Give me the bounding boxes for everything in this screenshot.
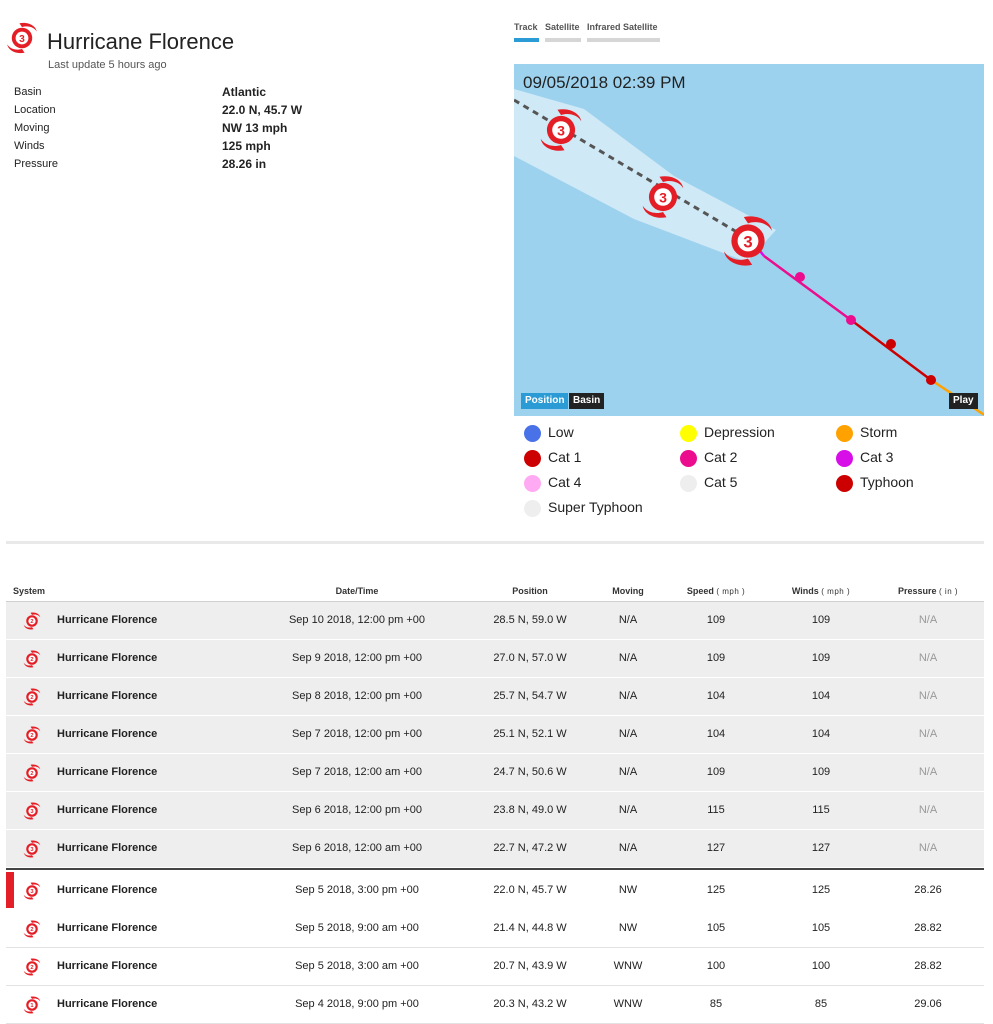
row-pressure: N/A	[918, 766, 938, 778]
legend-dot	[680, 475, 697, 492]
col-position: Position	[512, 586, 548, 596]
current-row-marker	[6, 872, 14, 908]
info-label: Pressure	[14, 158, 59, 170]
system-name: Hurricane Florence	[57, 766, 158, 778]
system-name: Hurricane Florence	[57, 842, 158, 854]
row-datetime: Sep 5 2018, 3:00 pm +00	[295, 884, 419, 896]
row-position: 27.0 N, 57.0 W	[493, 652, 567, 664]
legend-label: Depression	[704, 424, 775, 440]
position-button[interactable]: Position	[521, 393, 568, 409]
info-value: NW 13 mph	[222, 121, 288, 135]
svg-text:3: 3	[557, 122, 565, 139]
row-pressure: 29.06	[914, 998, 942, 1010]
basin-button[interactable]: Basin	[569, 393, 604, 409]
system-name: Hurricane Florence	[57, 804, 158, 816]
legend-label: Low	[548, 424, 574, 440]
col-winds-label: Winds	[791, 586, 819, 596]
legend-label: Cat 1	[548, 449, 582, 465]
table-row[interactable]	[6, 602, 984, 640]
row-moving: N/A	[618, 728, 638, 740]
row-moving: WNW	[613, 998, 643, 1010]
row-pressure: N/A	[918, 690, 938, 702]
info-row-pressure	[14, 158, 414, 176]
hurricane-icon	[23, 726, 41, 749]
svg-text:3: 3	[30, 809, 34, 816]
row-datetime: Sep 10 2018, 12:00 pm +00	[288, 614, 426, 626]
row-position: 21.4 N, 44.8 W	[493, 922, 567, 934]
table-row[interactable]	[6, 830, 984, 868]
info-value: 22.0 N, 45.7 W	[222, 103, 303, 117]
row-pressure: 28.26	[914, 884, 942, 896]
col-winds-unit: ( mph )	[821, 587, 851, 596]
info-label: Location	[14, 104, 56, 116]
info-value: 125 mph	[222, 139, 271, 153]
row-moving: WNW	[613, 960, 643, 972]
legend-dot	[524, 475, 541, 492]
row-speed: 127	[706, 842, 726, 854]
row-moving: N/A	[618, 614, 638, 626]
table-row[interactable]	[6, 716, 984, 754]
legend-dot	[524, 425, 541, 442]
row-speed: 125	[706, 884, 726, 896]
row-speed: 104	[706, 728, 726, 740]
row-position: 23.8 N, 49.0 W	[493, 804, 567, 816]
row-winds: 109	[811, 766, 831, 778]
row-datetime: Sep 9 2018, 12:00 pm +00	[292, 652, 422, 664]
row-moving: NW	[618, 884, 638, 896]
page-title: Hurricane Florence	[47, 29, 235, 54]
row-pressure: 28.82	[914, 922, 942, 934]
col-datetime: Date/Time	[335, 586, 379, 596]
table-row-current[interactable]	[6, 868, 984, 910]
col-system: System	[13, 586, 46, 596]
tab-infrared-indicator	[587, 38, 660, 42]
table-row[interactable]	[6, 754, 984, 792]
table-row[interactable]	[6, 640, 984, 678]
svg-text:3: 3	[19, 33, 25, 45]
section-divider	[6, 541, 984, 544]
system-name: Hurricane Florence	[57, 884, 158, 896]
row-moving: N/A	[618, 842, 638, 854]
category-legend	[522, 423, 982, 523]
map-storm-marker-2[interactable]	[641, 175, 685, 224]
legend-dot	[836, 425, 853, 442]
hurricane-icon	[23, 958, 41, 981]
row-pressure: N/A	[918, 842, 938, 854]
track-history-table	[6, 582, 984, 1024]
legend-label: Storm	[860, 424, 898, 440]
row-moving: NW	[618, 922, 638, 934]
info-label: Winds	[14, 140, 45, 152]
tab-infrared-label: Infrared Satellite	[587, 22, 658, 32]
col-pressure	[898, 586, 958, 596]
row-pressure: 28.82	[914, 960, 942, 972]
row-winds: 109	[811, 652, 831, 664]
row-speed: 104	[706, 690, 726, 702]
tab-satellite-indicator	[545, 38, 581, 42]
svg-text:3: 3	[30, 889, 34, 896]
row-position: 25.7 N, 54.7 W	[493, 690, 567, 702]
system-name: Hurricane Florence	[57, 614, 158, 626]
row-position: 20.3 N, 43.2 W	[493, 998, 567, 1010]
legend-dot	[524, 500, 541, 517]
row-pressure: N/A	[918, 614, 938, 626]
row-moving: N/A	[618, 652, 638, 664]
table-row[interactable]	[6, 678, 984, 716]
track-point	[926, 375, 936, 385]
svg-text:2: 2	[30, 927, 34, 934]
system-name: Hurricane Florence	[57, 960, 158, 972]
row-speed: 100	[706, 960, 726, 972]
row-moving: N/A	[618, 804, 638, 816]
table-row[interactable]	[6, 792, 984, 830]
row-speed: 109	[706, 614, 726, 626]
tab-track-label: Track	[514, 22, 538, 32]
row-position: 28.5 N, 59.0 W	[493, 614, 567, 626]
track-map[interactable]	[514, 64, 984, 416]
last-update-text: Last update 5 hours ago	[48, 59, 167, 71]
row-winds: 85	[814, 998, 828, 1010]
hurricane-icon	[23, 996, 41, 1019]
svg-text:2: 2	[30, 695, 34, 702]
row-winds: 100	[811, 960, 831, 972]
info-row-winds	[14, 140, 414, 158]
row-position: 24.7 N, 50.6 W	[493, 766, 567, 778]
svg-text:2: 2	[30, 733, 34, 740]
info-label: Basin	[14, 86, 42, 98]
col-speed	[687, 586, 745, 596]
row-speed: 115	[707, 804, 725, 816]
svg-text:3: 3	[30, 847, 34, 854]
table-row[interactable]	[6, 910, 984, 948]
legend-label: Typhoon	[860, 474, 914, 490]
storm-header	[6, 18, 486, 78]
row-datetime: Sep 4 2018, 9:00 pm +00	[295, 998, 419, 1010]
legend-label: Cat 4	[548, 474, 582, 490]
row-datetime: Sep 6 2018, 12:00 am +00	[292, 842, 422, 854]
svg-text:1: 1	[30, 1003, 34, 1010]
table-body	[6, 602, 984, 1024]
row-datetime: Sep 7 2018, 12:00 pm +00	[292, 728, 422, 740]
hurricane-icon	[6, 22, 38, 59]
info-row-moving	[14, 122, 414, 140]
svg-text:2: 2	[30, 771, 34, 778]
legend-dot	[680, 425, 697, 442]
track-segment-cat2	[764, 256, 851, 320]
hurricane-icon	[23, 920, 41, 943]
system-name: Hurricane Florence	[57, 728, 158, 740]
row-position: 22.7 N, 47.2 W	[493, 842, 567, 854]
hurricane-icon	[23, 612, 41, 635]
row-datetime: Sep 8 2018, 12:00 pm +00	[292, 690, 422, 702]
info-value: Atlantic	[222, 85, 267, 99]
row-winds: 109	[811, 614, 831, 626]
row-pressure: N/A	[918, 652, 938, 664]
row-pressure: N/A	[918, 804, 938, 816]
tab-track-indicator	[514, 38, 539, 42]
row-datetime: Sep 5 2018, 3:00 am +00	[295, 960, 419, 972]
hurricane-icon	[23, 764, 41, 787]
map-timestamp: 09/05/2018 02:39 PM	[523, 73, 686, 92]
tab-satellite[interactable]	[545, 22, 580, 32]
legend-label: Cat 2	[704, 449, 738, 465]
svg-text:3: 3	[743, 232, 753, 252]
hurricane-icon	[23, 840, 41, 863]
system-name: Hurricane Florence	[57, 998, 158, 1010]
system-name: Hurricane Florence	[57, 652, 158, 664]
row-position: 22.0 N, 45.7 W	[493, 884, 567, 896]
map-storm-marker-current[interactable]	[722, 215, 774, 272]
svg-text:3: 3	[659, 189, 667, 206]
row-speed: 105	[706, 922, 726, 934]
tab-infrared-satellite[interactable]	[587, 22, 658, 32]
hurricane-icon	[23, 802, 41, 825]
storm-info-panel	[14, 86, 414, 176]
row-winds: 105	[811, 922, 831, 934]
tab-track[interactable]	[514, 22, 538, 32]
map-storm-marker-1[interactable]	[539, 108, 583, 157]
row-speed: 109	[706, 652, 726, 664]
table-row[interactable]	[6, 986, 984, 1024]
legend-dot	[836, 450, 853, 467]
row-datetime: Sep 7 2018, 12:00 am +00	[292, 766, 422, 778]
row-winds: 104	[811, 728, 831, 740]
hurricane-icon	[23, 688, 41, 711]
col-speed-unit: ( mph )	[716, 587, 746, 596]
play-button[interactable]: Play	[949, 393, 978, 409]
row-winds: 127	[811, 842, 831, 854]
col-moving: Moving	[612, 586, 644, 596]
info-row-basin	[14, 86, 414, 104]
row-moving: N/A	[618, 690, 638, 702]
row-datetime: Sep 6 2018, 12:00 pm +00	[292, 804, 422, 816]
row-pressure: N/A	[918, 728, 938, 740]
row-position: 20.7 N, 43.9 W	[493, 960, 567, 972]
row-winds: 125	[811, 884, 831, 896]
svg-text:2: 2	[30, 657, 34, 664]
row-moving: N/A	[618, 766, 638, 778]
row-winds: 115	[812, 804, 830, 816]
hurricane-icon	[23, 650, 41, 673]
col-pressure-label: Pressure	[897, 586, 937, 596]
table-header	[6, 582, 984, 602]
row-speed: 85	[709, 998, 723, 1010]
hurricane-icon	[23, 882, 41, 905]
svg-text:2: 2	[30, 965, 34, 972]
system-name: Hurricane Florence	[57, 922, 158, 934]
track-point	[846, 315, 856, 325]
info-row-location	[14, 104, 414, 122]
legend-dot	[836, 475, 853, 492]
col-pressure-unit: ( in )	[939, 587, 959, 596]
info-label: Moving	[14, 122, 50, 134]
col-speed-label: Speed	[686, 586, 714, 596]
legend-label: Cat 3	[860, 449, 894, 465]
legend-label: Cat 5	[704, 474, 738, 490]
row-datetime: Sep 5 2018, 9:00 am +00	[295, 922, 419, 934]
info-value: 28.26 in	[222, 157, 267, 171]
svg-text:2: 2	[30, 619, 34, 626]
legend-dot	[680, 450, 697, 467]
tab-satellite-label: Satellite	[545, 22, 580, 32]
legend-label: Super Typhoon	[548, 499, 643, 515]
legend-dot	[524, 450, 541, 467]
row-position: 25.1 N, 52.1 W	[493, 728, 567, 740]
track-point	[886, 339, 896, 349]
system-name: Hurricane Florence	[57, 690, 158, 702]
row-speed: 109	[706, 766, 726, 778]
track-segment-cat1	[851, 320, 931, 380]
track-point	[795, 272, 805, 282]
row-winds: 104	[811, 690, 831, 702]
table-row[interactable]	[6, 948, 984, 986]
col-winds	[792, 586, 850, 596]
